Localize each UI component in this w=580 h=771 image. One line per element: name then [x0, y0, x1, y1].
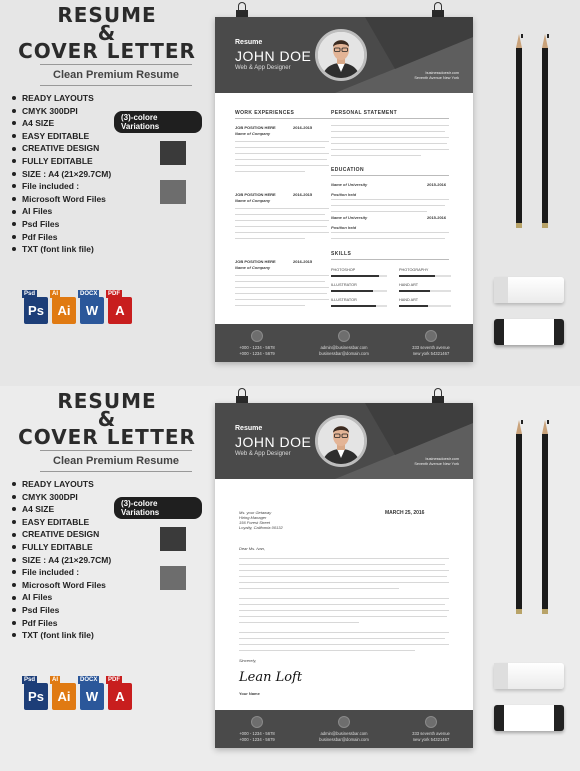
profile-photo [315, 415, 367, 467]
bullet-icon [12, 222, 16, 226]
skill-name: HAND ART [399, 283, 419, 287]
skill-name: PHOTOGRAPHY [399, 268, 429, 272]
bullet-icon [12, 583, 16, 587]
white-eraser-icon [494, 663, 564, 689]
list-item: SIZE : A4 (21×29.7CM) [12, 168, 202, 181]
job-title: JOB POSITION HERE [235, 259, 276, 264]
section-heading: WORK EXPERIENCES [235, 110, 295, 116]
list-item: READY LAYOUTS [12, 92, 202, 105]
bullet-icon [12, 596, 16, 600]
bullet-icon [12, 159, 16, 163]
list-item: Psd Files [12, 218, 202, 231]
list-item: Pdf Files [12, 617, 202, 630]
footer-address: 333 seventh avenue new york 54321467 [412, 731, 450, 742]
list-item: READY LAYOUTS [12, 478, 202, 491]
cover-letter-preview-panel [0, 386, 580, 771]
divider [40, 450, 192, 451]
list-item: TXT (font link file) [12, 629, 202, 642]
candidate-role: Web & App Designer [235, 451, 291, 457]
pdf-file-icon: PDF A [106, 290, 132, 324]
section-heading: SKILLS [331, 251, 352, 257]
bullet-icon [12, 621, 16, 625]
color-swatch-gray [160, 180, 186, 204]
cover-letter-sheet [215, 403, 473, 748]
footer-email: admin@businessbar.com businessbar@domain.com [319, 345, 369, 356]
color-swatch-dark [160, 527, 186, 551]
school-years: 2015-2016 [427, 215, 447, 220]
bullet-icon [12, 235, 16, 239]
resume-preview-panel [0, 0, 580, 385]
pencil-icon [516, 34, 522, 228]
list-item: EASY EDITABLE [12, 516, 202, 529]
pencil-icon [516, 420, 522, 614]
location-icon [425, 716, 437, 728]
bullet-icon [12, 172, 16, 176]
job-years: 2016-2015 [293, 125, 313, 130]
phone-icon [251, 716, 263, 728]
school-name: Name of University [331, 182, 368, 187]
list-item: FULLY EDITABLE [12, 155, 202, 168]
bullet-icon [12, 197, 16, 201]
list-item: A4 SIZE [12, 117, 202, 130]
resume-label: Resume [235, 425, 263, 432]
divider [331, 175, 449, 176]
skill-bar [331, 275, 387, 277]
recipient-block: Ms. your Getaway Hiring Manager 156 Forest Street Loyalty, California 00132 [239, 510, 283, 530]
color-swatch-gray [160, 566, 186, 590]
profile-photo [315, 29, 367, 81]
skill-bar [331, 290, 387, 292]
photoshop-file-icon: Psd Ps [22, 676, 48, 710]
skill-name: ILLUSTRATOR [331, 298, 357, 302]
promo-title: RESUME & COVER LETTER [18, 389, 196, 449]
bullet-icon [12, 495, 16, 499]
color-swatch-dark [160, 141, 186, 165]
degree: Position held [331, 192, 357, 197]
divider [40, 471, 192, 472]
closing: Sincerely, [239, 658, 257, 663]
signature: Lean Loft [239, 670, 303, 685]
skill-bar [399, 305, 451, 307]
candidate-name: JOHN DOE [235, 434, 312, 450]
header-contact: businessdoestr.com Seventh Avenue New York [414, 71, 459, 80]
skill-name: ILLUSTRATOR [331, 283, 357, 287]
bullet-icon [12, 633, 16, 637]
list-item: CREATIVE DESIGN [12, 528, 202, 541]
photoshop-file-icon: Psd Ps [22, 290, 48, 324]
variations-badge: (3)-colore Variations [114, 497, 202, 519]
list-item: A4 SIZE [12, 503, 202, 516]
divider [235, 118, 331, 119]
footer-phone: +000 - 1234 - 5678 +000 - 1234 - 5679 [239, 731, 275, 742]
illustrator-file-icon: AI Ai [50, 290, 76, 324]
bullet-icon [12, 570, 16, 574]
skill-bar [399, 290, 451, 292]
resume-footer [215, 324, 473, 362]
bullet-icon [12, 96, 16, 100]
promo-subtitle: Clean Premium Resume [53, 69, 179, 81]
divider [40, 85, 192, 86]
bullet-icon [12, 121, 16, 125]
skill-name: HAND ART [399, 298, 419, 302]
bullet-icon [12, 520, 16, 524]
footer-email: admin@businessbar.com businessbar@domain.com [319, 731, 369, 742]
black-eraser-icon [494, 705, 564, 731]
school-years: 2015-2016 [427, 182, 447, 187]
letter-header [215, 403, 473, 479]
section-heading: PERSONAL STATEMENT [331, 110, 398, 116]
divider [331, 259, 449, 260]
list-item: Microsoft Word Files [12, 193, 202, 206]
phone-icon [251, 330, 263, 342]
candidate-role: Web & App Designer [235, 65, 291, 71]
list-item: CMYK 300DPI [12, 105, 202, 118]
illustrator-file-icon: AI Ai [50, 676, 76, 710]
job-company: Name of Company [235, 198, 271, 203]
promo-title: RESUME & COVER LETTER [18, 3, 196, 63]
job-title: JOB POSITION HERE [235, 192, 276, 197]
list-item: File included : [12, 566, 202, 579]
bullet-icon [12, 545, 16, 549]
list-item: Pdf Files [12, 231, 202, 244]
list-item: FULLY EDITABLE [12, 541, 202, 554]
letter-footer [215, 710, 473, 748]
bullet-icon [12, 608, 16, 612]
list-item: AI Files [12, 205, 202, 218]
variations-badge: (3)-colore Variations [114, 111, 202, 133]
location-icon [425, 330, 437, 342]
word-file-icon: DOCX W [78, 676, 104, 710]
header-contact: businessdoestr.com Seventh Avenue New York [414, 457, 459, 466]
job-company: Name of Company [235, 265, 271, 270]
bullet-icon [12, 247, 16, 251]
bullet-icon [12, 134, 16, 138]
bullet-icon [12, 482, 16, 486]
word-file-icon: DOCX W [78, 290, 104, 324]
degree: Position held [331, 225, 357, 230]
globe-icon [338, 330, 350, 342]
list-item: CREATIVE DESIGN [12, 142, 202, 155]
promo-column [12, 3, 202, 256]
promo-column [12, 389, 202, 642]
letter-date: MARCH 25, 2016 [385, 510, 425, 516]
white-eraser-icon [494, 277, 564, 303]
resume-header [215, 17, 473, 93]
bullet-icon [12, 147, 16, 151]
bullet-icon [12, 210, 16, 214]
bullet-icon [12, 184, 16, 188]
candidate-name: JOHN DOE [235, 48, 312, 64]
list-item: Psd Files [12, 604, 202, 617]
file-icons-row [22, 290, 132, 324]
skill-name: PHOTOSHOP [331, 268, 356, 272]
job-years: 2016-2015 [293, 192, 313, 197]
black-eraser-icon [494, 319, 564, 345]
bullet-icon [12, 507, 16, 511]
resume-sheet [215, 17, 473, 362]
bullet-icon [12, 533, 16, 537]
job-company: Name of Company [235, 131, 271, 136]
footer-address: 333 seventh avenue new york 54321467 [412, 345, 450, 356]
list-item: File included : [12, 180, 202, 193]
skill-bar [399, 275, 451, 277]
salutation: Dear Ms. Ivan, [239, 546, 266, 551]
skill-bar [331, 305, 387, 307]
sender-name: Your Name [239, 691, 260, 696]
promo-subtitle: Clean Premium Resume [53, 455, 179, 467]
globe-icon [338, 716, 350, 728]
resume-label: Resume [235, 39, 263, 46]
divider [40, 64, 192, 65]
list-item: AI Files [12, 591, 202, 604]
pdf-file-icon: PDF A [106, 676, 132, 710]
job-years: 2016-2015 [293, 259, 313, 264]
list-item: SIZE : A4 (21×29.7CM) [12, 554, 202, 567]
list-item: EASY EDITABLE [12, 130, 202, 143]
job-title: JOB POSITION HERE [235, 125, 276, 130]
pencil-icon [542, 34, 548, 228]
list-item: Microsoft Word Files [12, 579, 202, 592]
list-item: CMYK 300DPI [12, 491, 202, 504]
divider [331, 118, 449, 119]
list-item: TXT (font link file) [12, 243, 202, 256]
file-icons-row [22, 676, 132, 710]
footer-phone: +000 - 1234 - 5678 +000 - 1234 - 5679 [239, 345, 275, 356]
school-name: Name of University [331, 215, 368, 220]
bullet-icon [12, 558, 16, 562]
section-heading: EDUCATION [331, 167, 364, 173]
pencil-icon [542, 420, 548, 614]
bullet-icon [12, 109, 16, 113]
